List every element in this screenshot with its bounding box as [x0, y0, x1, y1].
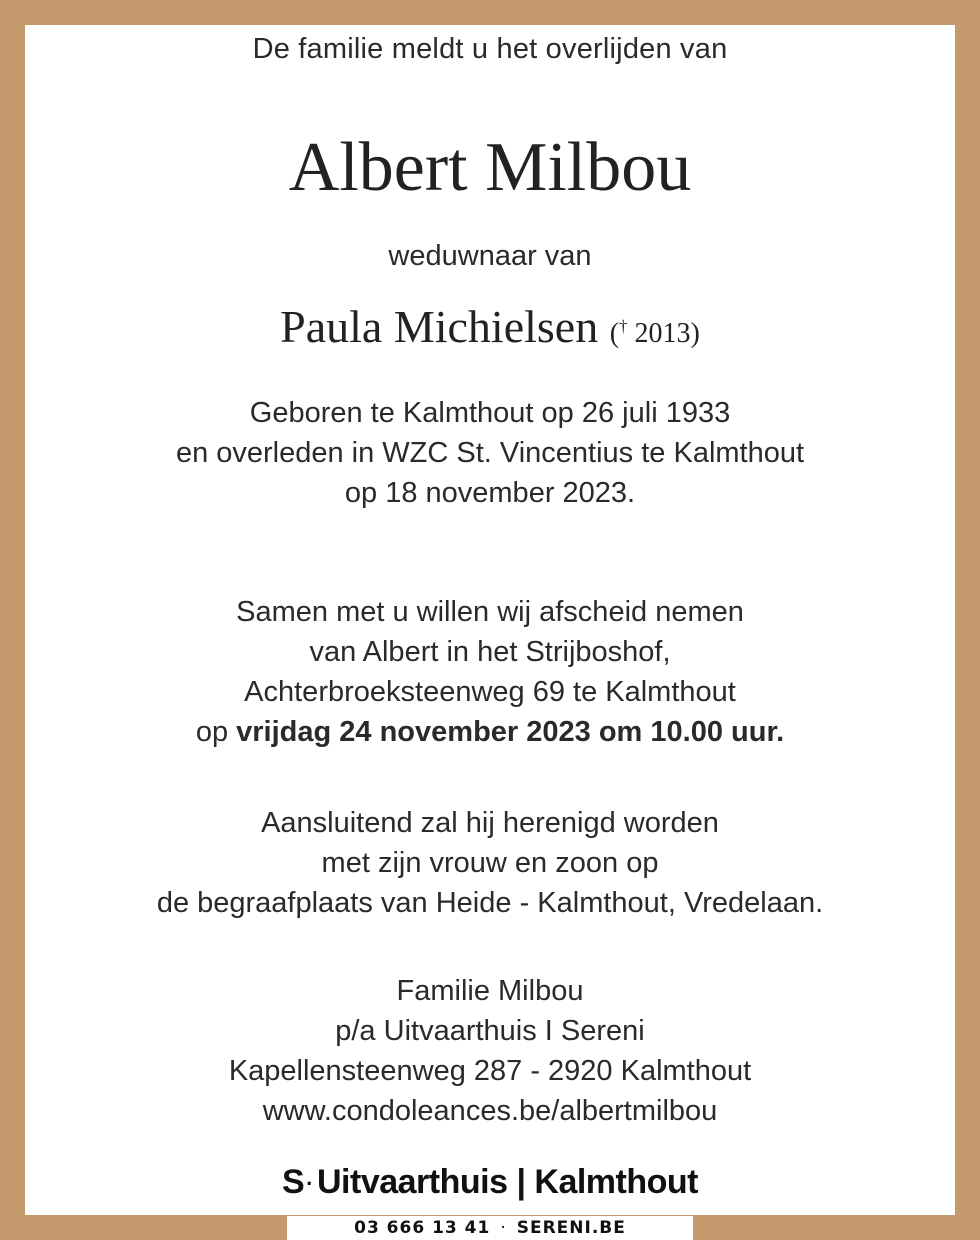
cross-icon: †	[619, 316, 628, 336]
phone-number[interactable]: 03 666 13 41	[354, 1218, 491, 1238]
farewell-venue-line: van Albert in het Strijboshof,	[309, 636, 671, 668]
spouse-death-year: 2013)	[627, 318, 700, 349]
farewell-line: Samen met u willen wij afscheid nemen	[236, 596, 744, 628]
funeral-home-logo	[0, 1163, 980, 1202]
spouse-note-open: (	[609, 318, 620, 349]
farewell-date: vrijdag 24 november 2023 om 10.00 uur.	[236, 716, 785, 748]
spouse-line	[0, 300, 980, 353]
burial-block	[0, 803, 980, 923]
farewell-block	[0, 592, 980, 752]
spouse-death-note	[610, 318, 700, 349]
deceased-name: Albert Milbou	[288, 129, 692, 206]
farewell-date-prefix: op	[195, 716, 237, 748]
sereni-logo-icon: S	[281, 1163, 305, 1201]
separator: ·	[500, 1218, 507, 1238]
spouse-name: Paula Michielsen	[280, 301, 599, 352]
birth-line: Geboren te Kalmthout op 26 juli 1933	[249, 397, 731, 429]
farewell-date-line	[0, 712, 980, 752]
footer-contact-bar	[287, 1216, 693, 1240]
condolence-link[interactable]: www.condoleances.be/albertmilbou	[262, 1095, 718, 1127]
website-link[interactable]: SERENI.BE	[516, 1218, 626, 1238]
burial-location-line: de begraafplaats van Heide - Kalmthout, Vredelaan.	[156, 887, 824, 919]
logo-text: Uitvaarthuis | Kalmthout	[317, 1163, 698, 1201]
death-place-line: en overleden in WZC St. Vincentius te Kalmthout	[175, 437, 805, 469]
care-of-line: p/a Uitvaarthuis I Sereni	[335, 1015, 645, 1047]
address-line: Kapellensteenweg 287 - 2920 Kalmthout	[228, 1055, 752, 1087]
death-date-line: op 18 november 2023.	[344, 477, 636, 509]
relation-text: weduwnaar van	[388, 240, 592, 272]
burial-line: met zijn vrouw en zoon op	[321, 847, 659, 879]
birth-death-block	[0, 393, 980, 513]
farewell-address-line: Achterbroeksteenweg 69 te Kalmthout	[244, 676, 736, 708]
intro-text: De familie meldt u het overlijden van	[252, 33, 728, 65]
family-name: Familie Milbou	[396, 975, 584, 1007]
contact-block	[0, 971, 980, 1131]
burial-line: Aansluitend zal hij herenigd worden	[261, 807, 719, 839]
logo-dot: ·	[306, 1171, 313, 1197]
